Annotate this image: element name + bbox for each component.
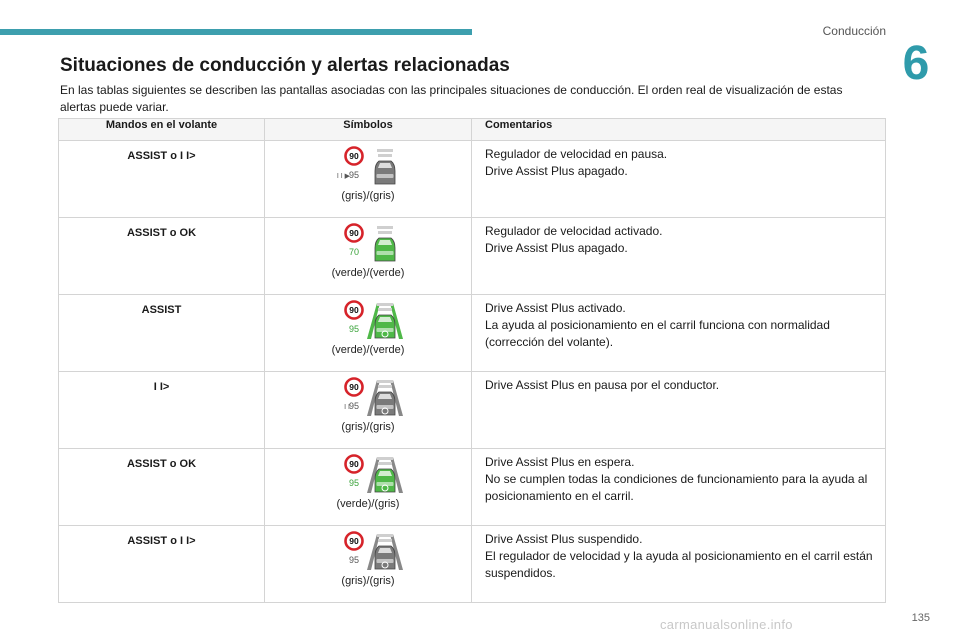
table-header-row bbox=[59, 119, 886, 141]
assist-status-icon bbox=[332, 454, 404, 496]
set-speed-value: 70 bbox=[348, 247, 360, 257]
symbol-color-label: (gris)/(gris) bbox=[341, 421, 395, 433]
table-row bbox=[59, 218, 886, 295]
table-row bbox=[59, 372, 886, 449]
pause-indicator: I I bbox=[344, 404, 350, 411]
speed-limit-sign-icon bbox=[346, 148, 363, 165]
symbol-icon-wrap bbox=[265, 531, 471, 575]
comment-line: La ayuda al posicionamiento en el carril funciona con normalidad (corrección del volante). bbox=[485, 318, 830, 349]
set-speed-value: 95 bbox=[348, 555, 360, 565]
symbol-cell bbox=[265, 295, 472, 372]
svg-text:90: 90 bbox=[349, 459, 359, 470]
symbol-icon-wrap bbox=[265, 377, 471, 421]
speed-limit-sign-icon bbox=[346, 533, 363, 550]
symbol-color-label: (gris)/(gris) bbox=[341, 190, 395, 202]
steering-control-cell: ASSIST bbox=[59, 295, 265, 372]
symbol-color-label: (gris)/(gris) bbox=[341, 575, 395, 587]
set-speed-value: 95 bbox=[348, 324, 360, 334]
table-row bbox=[59, 141, 886, 218]
comment-line: Drive Assist Plus en pausa por el conductor. bbox=[485, 378, 720, 392]
assist-status-icon bbox=[332, 223, 404, 265]
car-icon bbox=[367, 457, 403, 493]
intro-paragraph: En las tablas siguientes se describen las pantallas asociadas con las principales situaciones de conducción. El orden real de visualización de estas alertas puede variar. bbox=[60, 83, 843, 114]
table-row bbox=[59, 449, 886, 526]
speed-limit-sign-icon bbox=[346, 302, 363, 319]
page-title: Situaciones de conducción y alertas relacionadas bbox=[60, 55, 510, 76]
set-speed-value: 95 bbox=[348, 170, 360, 180]
speed-limit-sign-icon bbox=[346, 456, 363, 473]
speed-limit-sign-icon bbox=[346, 379, 363, 396]
table-row bbox=[59, 295, 886, 372]
comment-cell bbox=[472, 141, 886, 218]
set-speed-value: 95 bbox=[348, 478, 360, 488]
comment-line: El regulador de velocidad y la ayuda al posicionamiento en el carril están suspendidos. bbox=[485, 549, 873, 580]
speed-limit-sign-icon bbox=[346, 225, 363, 242]
assist-status-icon bbox=[332, 531, 404, 573]
symbol-icon-wrap bbox=[265, 454, 471, 498]
symbol-cell bbox=[265, 218, 472, 295]
svg-text:90: 90 bbox=[349, 228, 359, 239]
alerts-table bbox=[58, 118, 886, 603]
set-speed-value: 95 bbox=[348, 401, 360, 411]
symbol-cell bbox=[265, 372, 472, 449]
symbol-icon-wrap bbox=[265, 146, 471, 190]
symbol-cell bbox=[265, 141, 472, 218]
chapter-number: 6 bbox=[902, 37, 930, 90]
car-icon bbox=[367, 303, 403, 339]
symbol-color-label: (verde)/(verde) bbox=[331, 344, 405, 356]
comment-line: Drive Assist Plus activado. bbox=[485, 301, 626, 315]
header-symbols: Símbolos bbox=[265, 119, 472, 141]
svg-text:90: 90 bbox=[349, 536, 359, 547]
comment-cell bbox=[472, 295, 886, 372]
steering-control-cell: ASSIST o OK bbox=[59, 449, 265, 526]
comment-cell bbox=[472, 449, 886, 526]
symbol-icon-wrap bbox=[265, 300, 471, 344]
comment-cell bbox=[472, 372, 886, 449]
symbol-color-label: (verde)/(gris) bbox=[336, 498, 400, 510]
pause-indicator: I I ▶ bbox=[336, 173, 350, 180]
section-name: Conducción bbox=[822, 24, 886, 38]
comment-line: Drive Assist Plus suspendido. bbox=[485, 532, 643, 546]
symbol-cell bbox=[265, 449, 472, 526]
comment-line: Drive Assist Plus apagado. bbox=[485, 241, 628, 255]
table-body bbox=[59, 141, 886, 603]
header-comments: Comentarios bbox=[472, 119, 886, 141]
symbol-cell bbox=[265, 526, 472, 603]
page-number: 135 bbox=[911, 612, 930, 624]
comment-line: Regulador de velocidad en pausa. bbox=[485, 147, 668, 161]
car-icon bbox=[375, 226, 395, 261]
symbol-color-label: (verde)/(verde) bbox=[331, 267, 405, 279]
header-controls: Mandos en el volante bbox=[59, 119, 265, 141]
car-icon bbox=[367, 380, 403, 416]
steering-control-cell: ASSIST o I I> bbox=[59, 141, 265, 218]
comment-line: Regulador de velocidad activado. bbox=[485, 224, 663, 238]
comment-cell bbox=[472, 526, 886, 603]
header-accent-bar bbox=[0, 29, 472, 35]
symbol-icon-wrap bbox=[265, 223, 471, 267]
assist-status-icon bbox=[332, 377, 404, 419]
steering-control-cell: ASSIST o OK bbox=[59, 218, 265, 295]
car-icon bbox=[375, 149, 395, 184]
assist-status-icon bbox=[332, 300, 404, 342]
steering-control-cell: ASSIST o I I> bbox=[59, 526, 265, 603]
comment-line: Drive Assist Plus apagado. bbox=[485, 164, 628, 178]
assist-status-icon bbox=[332, 146, 404, 188]
comment-cell bbox=[472, 218, 886, 295]
comment-line: Drive Assist Plus en espera. bbox=[485, 455, 635, 469]
svg-text:90: 90 bbox=[349, 382, 359, 393]
table-row bbox=[59, 526, 886, 603]
comment-line: No se cumplen todas la condiciones de funcionamiento para la ayuda al posicionamiento en el carril. bbox=[485, 472, 868, 503]
watermark: carmanualsonline.info bbox=[660, 617, 793, 632]
svg-text:90: 90 bbox=[349, 305, 359, 316]
steering-control-cell: I I> bbox=[59, 372, 265, 449]
svg-text:90: 90 bbox=[349, 151, 359, 162]
car-icon bbox=[367, 534, 403, 570]
